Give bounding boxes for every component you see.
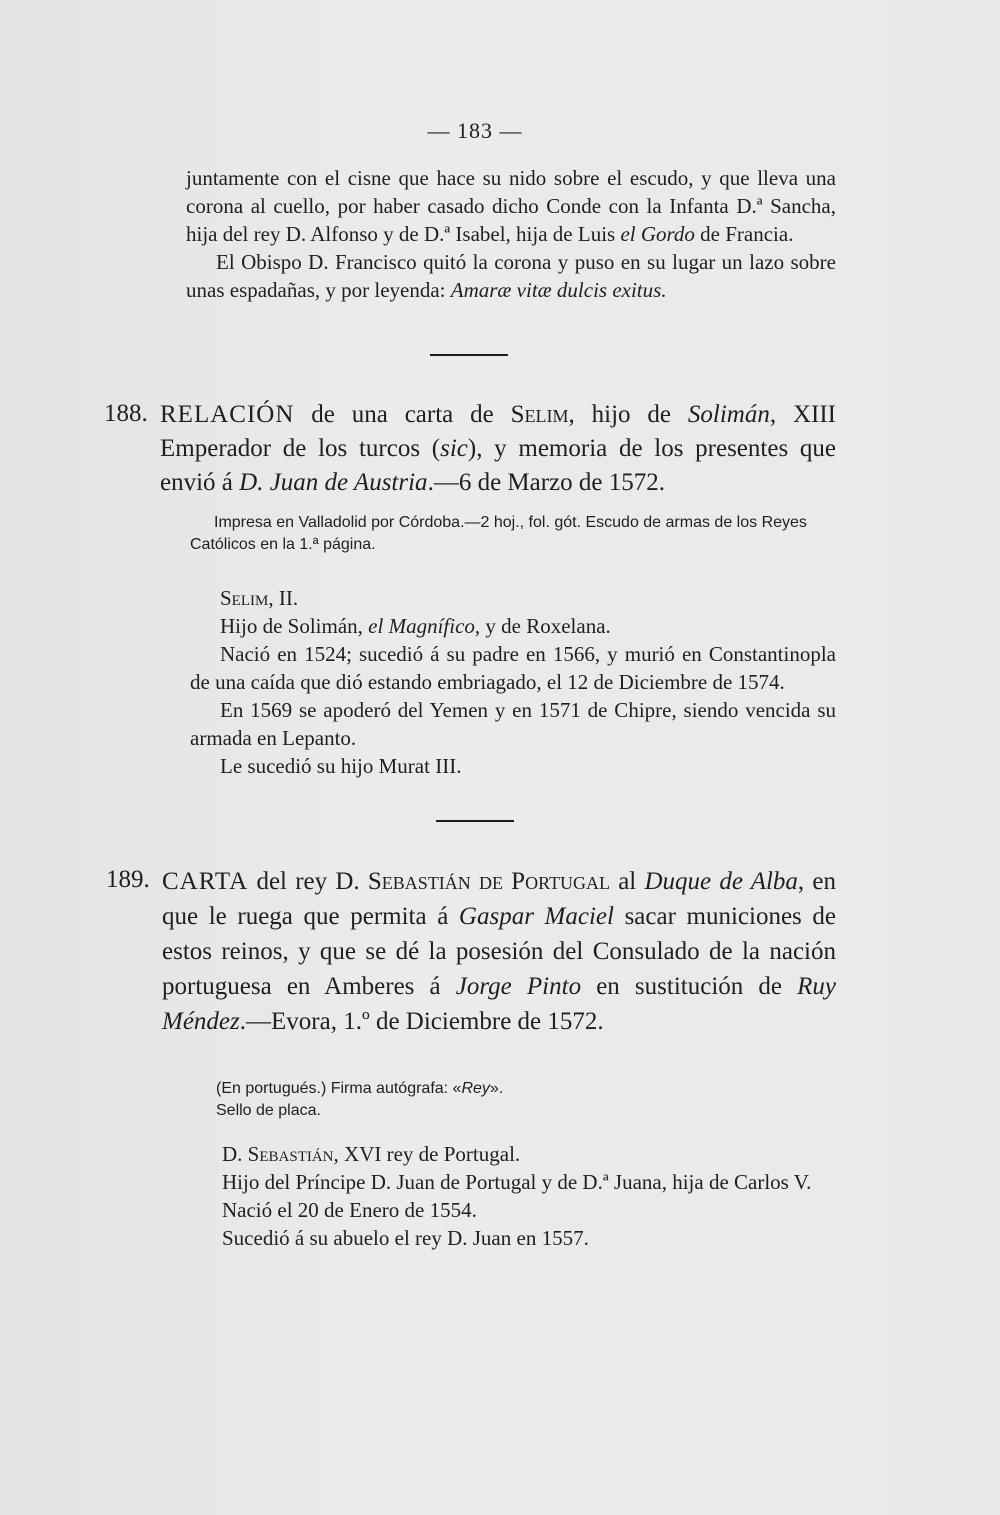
top-paragraph [186,164,836,304]
selim-birth-death: Nació en 1524; sucedió á su padre en 1566, y murió en Constantinopla de una caída que dió estando embriagado, el 12 de Diciembre de 1574. [190,642,836,694]
sebastian-birth: Nació el 20 de Enero de 1554. [222,1198,477,1222]
italic-gaspar-maciel: Gaspar Maciel [458,903,614,930]
italic-ruy-mendez: Ruy Méndez [162,973,837,1035]
italic-duque-alba: Duque de Alba [644,868,798,895]
text-span: .—Evora, 1.º de Diciembre de 1572. [239,1008,604,1035]
smallcaps-sebastian: Sebastián de Portugal [367,868,610,895]
text-span: Hijo de Solimán, [220,614,369,638]
entry-189-heading [162,864,836,1039]
text-span: en sustitución de [581,973,798,1000]
text-span: , XIII Emperador de los turcos ( [160,401,836,462]
entry-188-note [190,512,836,556]
text-span: (En portugués.) Firma autógrafa: « [216,1080,462,1097]
text-span: El Obispo D. Francisco quitó la corona y puso en su lugar un lazo sobre unas espadañas, y por leyenda: [186,250,836,302]
text-span: de una carta de [294,401,511,428]
sebastian-heading [192,1140,836,1168]
selim-conquests: En 1569 se apoderó del Yemen y en 1571 de Chipre, siendo vencida su armada en Lepanto. [190,698,836,750]
text-span: de Francia. [694,222,794,246]
paragraph-cisne [186,164,836,248]
smallcaps-selim: Selim [510,401,569,428]
page-number: — 183 — [427,118,523,143]
sebastian-succession: Sucedió á su abuelo el rey D. Juan en 1557. [222,1226,589,1250]
italic-magnifico: el Magnífico [368,614,475,638]
italic-juan-austria: D. Juan de Austria [239,469,428,496]
entry-188-keyword: RELACIÓN [160,401,295,428]
italic-sic: sic [440,435,468,462]
text-span: .—6 de Marzo de 1572. [427,469,666,496]
text-span: , XVI rey de Portugal. [333,1142,521,1166]
entry-189-keyword: CARTA [162,868,249,895]
text-span: juntamente con el cisne que hace su nido sobre el escudo, y que lleva una corona al cuello, por haber casado dicho Conde con la Infanta D.ª Sancha, hija del rey D. Alfonso y de D.ª Isabel, hija de Luis [186,166,836,246]
text-span: , y de Roxelana. [474,614,611,638]
selim-parents [190,612,836,640]
text-span: , en que le ruega que permita á [162,868,836,930]
entry-189-biography [192,1140,836,1252]
text-span: , II. [268,586,299,610]
entry-number-188: 188. [104,400,148,427]
text-span: , hijo de [568,401,688,428]
sebastian-parents: Hijo del Príncipe D. Juan de Portugal y de D.ª Juana, hija de Carlos V. [222,1170,812,1194]
italic-gordo: el Gordo [620,222,695,246]
entry-188-title [160,398,836,500]
entry-189-title [162,864,836,1039]
entry-189-note [192,1078,836,1122]
text-span: del rey D. [248,868,368,895]
text-span: ), y memoria de los presentes que envió á [160,435,836,496]
smallcaps-selim-name: Selim [220,586,269,610]
text-span: sacar municiones de estos reinos, y que se dé la posesión del Consulado de la nación portuguesa en Amberes á [162,903,837,1000]
entry-number-189: 189. [106,866,150,893]
paragraph-obispo [186,248,836,304]
italic-motto: Amaræ vitæ dulcis exitus. [450,278,667,302]
italic-soliman: Solimán [687,401,770,428]
italic-rey: Rey [461,1080,490,1097]
italic-jorge-pinto: Jorge Pinto [455,973,582,1000]
note-sello: Sello de placa. [216,1102,321,1119]
text-span: al [610,868,645,895]
note-portugues [192,1078,836,1100]
section-divider [430,354,508,356]
selim-heading [190,584,836,612]
text-span: D. [222,1142,248,1166]
bibliographic-note: Impresa en Valladolid por Córdoba.—2 hoj., fol. gót. Escudo de armas de los Reyes Católicos en la 1.ª página. [190,514,807,553]
entry-188-heading [160,398,836,500]
entry-188-biography [190,584,836,780]
section-divider [436,820,514,822]
smallcaps-sebastian-name: Sebastián [247,1142,334,1166]
selim-successor: Le sucedió su hijo Murat III. [220,754,462,778]
text-span: ». [489,1080,504,1097]
